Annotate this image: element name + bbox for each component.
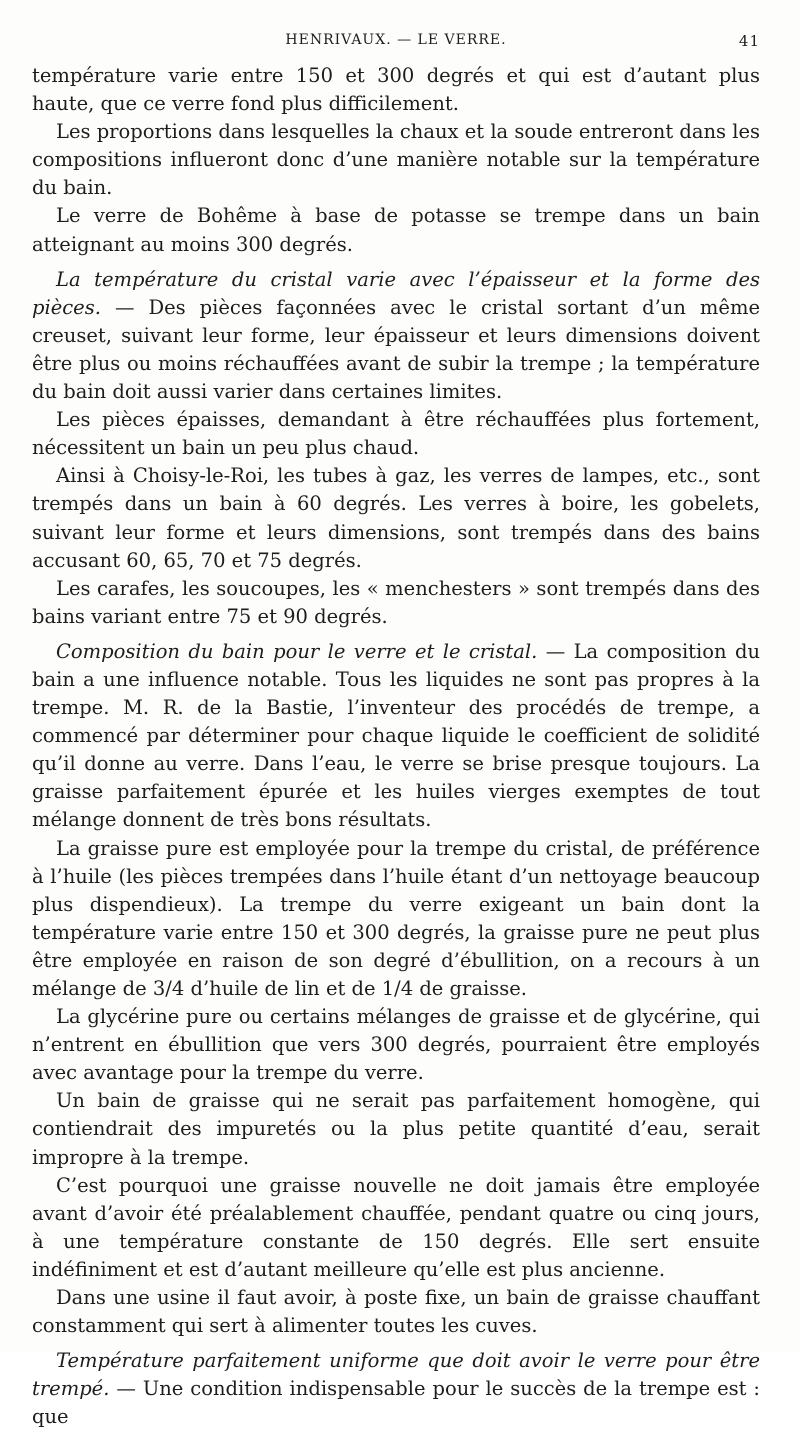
- section-heading: Température parfaitement uniforme que doit avoir le verre pour être trempé.: [32, 1349, 760, 1401]
- page-header: [32, 32, 760, 62]
- paragraph-text: C’est pourquoi une graisse nouvelle ne doit jamais être employée avant d’avoir été préalablement chauffée, pendant quatre ou cinq jours, à une température constante de 150 degrés. Elle sert ensuite indéfiniment et est d’autant meilleure qu’elle est plus ancienne.: [32, 1173, 760, 1281]
- paragraph-text: — Une condition indispensable pour le succès de la trempe est : que: [32, 1377, 760, 1429]
- paragraph-text: Les carafes, les soucoupes, les « menchesters » sont trempés dans des bains variant entre 75 et 90 degrés.: [32, 576, 760, 628]
- page-body: [32, 62, 760, 1432]
- paragraph: [32, 1003, 760, 1087]
- page-number: 41: [738, 32, 760, 50]
- paragraph-text: — La composition du bain a une influence notable. Tous les liquides ne sont pas propres à la trempe. M. R. de la Bastie, l’inventeur des procédés de trempe, a commencé par déterminer pour chaque liquide le coefficient de solidité qu’il donne au verre. Dans l’eau, le verre se brise presque toujours. La graisse parfaitement épurée et les huiles vierges exemptes de tout mélange donnent de très bons résultats.: [32, 639, 760, 832]
- paragraph: [32, 202, 760, 258]
- paragraph-text: Les proportions dans lesquelles la chaux et la soude entreront dans les compositions influeront donc d’une manière notable sur la température du bain.: [32, 120, 761, 200]
- section-heading: La température du cristal varie avec l’épaisseur et la forme des pièces.: [32, 267, 760, 319]
- paragraph: [32, 1172, 760, 1284]
- paragraph: [32, 62, 760, 118]
- paragraph-text: — Des pièces façonnées avec le cristal sortant d’un même creuset, suivant leur forme, leur épaisseur et leurs dimensions doivent être plus ou moins réchauffées avant de subir la trempe ; la température du bain doit aussi varier dans certaines limites.: [32, 295, 760, 404]
- paragraph: [32, 118, 760, 202]
- section-paragraph: [32, 1347, 760, 1431]
- section-paragraph: [32, 638, 760, 835]
- paragraph-text: Ainsi à Choisy-le-Roi, les tubes à gaz, les verres de lampes, etc., sont trempés dans un bain à 60 degrés. Les verres à boire, les gobelets, suivant leur forme et leurs dimensions, sont trempés dans des bains accusant 60, 65, 70 et 75 degrés.: [32, 464, 760, 572]
- paragraph-text: Dans une usine il faut avoir, à poste fixe, un bain de graisse chauffant constamment qui sert à alimenter toutes les cuves.: [32, 1286, 760, 1338]
- paragraph-text: Le verre de Bohême à base de potasse se trempe dans un bain atteignant au moins 300 degrés.: [32, 204, 760, 256]
- paragraph: [32, 835, 760, 1004]
- paragraph-text: La glycérine pure ou certains mélanges de graisse et de glycérine, qui n’entrent en ébullition que vers 300 degrés, pourraient être employés avec avantage pour la trempe du verre.: [32, 1005, 760, 1085]
- paragraph: [32, 406, 760, 462]
- paragraph: [32, 575, 760, 631]
- paragraph: [32, 1087, 760, 1171]
- paragraph: [32, 462, 760, 574]
- paragraph-text: La graisse pure est employée pour la trempe du cristal, de préférence à l’huile (les pièces trempées dans l’huile étant d’un nettoyage beaucoup plus dispendieux). La trempe du verre exigeant un bain dont la température varie entre 150 et 300 degrés, la graisse pure ne peut plus être employée en raison de son degré d’ébullition, on a recours à un mélange de 3/4 d’huile de lin et de 1/4 de graisse.: [32, 836, 760, 1000]
- running-title: HENRIVAUX. — LE VERRE.: [285, 32, 507, 48]
- section-paragraph: [32, 266, 760, 406]
- paragraph: [32, 1284, 760, 1340]
- section-heading: Composition du bain pour le verre et le cristal.: [56, 639, 538, 663]
- paragraph-text: Un bain de graisse qui ne serait pas parfaitement homogène, qui contiendrait des impuretés ou la plus petite quantité d’eau, serait impropre à la trempe.: [32, 1089, 760, 1169]
- paragraph-text: température varie entre 150 et 300 degrés et qui est d’autant plus haute, que ce verre fond plus difficilement.: [32, 64, 760, 116]
- paragraph-text: Les pièces épaisses, demandant à être réchauffées plus fortement, nécessitent un bain un peu plus chaud.: [32, 408, 760, 460]
